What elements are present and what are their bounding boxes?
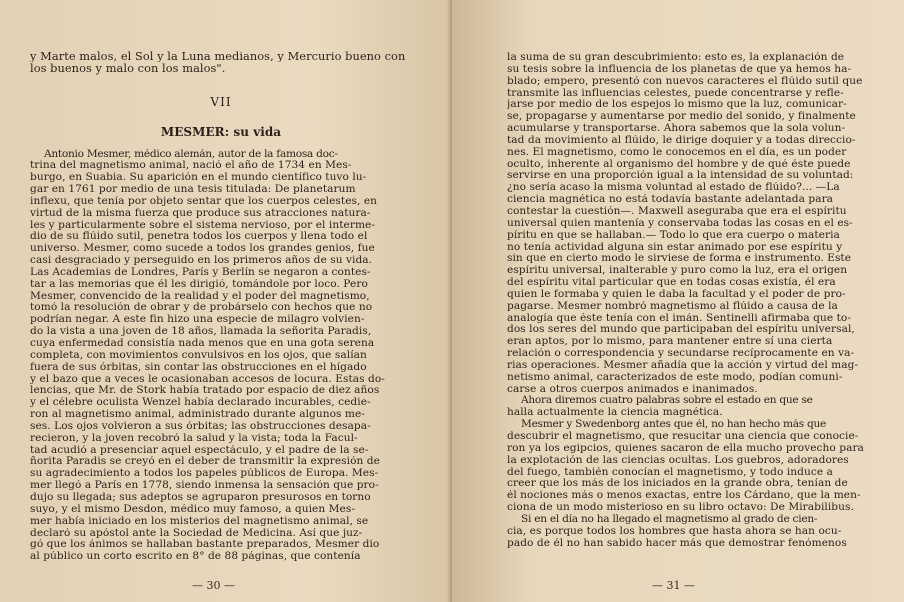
- text-line: ron ya los egipcios, quienes sacaron de ella mucho provecho para: [507, 442, 864, 454]
- section-title: MESMER: su vida: [160, 124, 282, 139]
- text-line: su tesis sobre la influencia de los planetas de que ya hemos ha-: [507, 63, 852, 75]
- text-line: ses. Los ojos volvieron a sus órbitas; las obstrucciones desapa-: [30, 420, 371, 432]
- text-line: se, propagarse y aumentarse por medio del sonido, y finalmente: [507, 111, 856, 123]
- text-line: píritu en que se hallaban.— Todo lo que era cuerpo o materia: [507, 229, 840, 241]
- text-line: Ahora diremos cuatro palabras sobre el estado en que se: [521, 395, 813, 407]
- text-line: dujo su llegada; sus adeptos se agruparon presurosos en torno: [30, 491, 371, 503]
- left-page-text: [30, 50, 412, 563]
- text-line: lencias, que Mr. de Stork había tratado por espacio de diez años: [30, 385, 380, 397]
- page-number-left: — 30 —: [192, 579, 235, 592]
- text-line: mer había iniciado en los misterios del magnetismo animal, se: [30, 515, 369, 527]
- text-line: ñorita Paradis se creyó en el deber de transmitir la expresión de: [30, 456, 380, 468]
- text-line: inflexu, que tenía por objeto sentar que los cuerpos celestes, en: [30, 195, 378, 207]
- text-line: universal quien mantenía y conservaba todas las cosas en el es-: [507, 217, 853, 229]
- text-line: relación o correspondencia y secundarse recíprocamente en va-: [507, 348, 855, 360]
- text-line: tad da movimiento al flúido, le dirige doquier y a todas direccio-: [507, 134, 856, 146]
- text-line: burgo, en Suabia. Su aparición en el mundo científico tuvo lu-: [30, 172, 367, 184]
- text-line: dos los seres del mundo que participaban del espíritu universal,: [507, 324, 855, 336]
- text-line: carse a otros cuerpos animados e inanimados.: [507, 383, 758, 395]
- text-line: él nociones más o menos exactas, entre los Cárdano, que la men-: [507, 490, 861, 502]
- intro-line: y Marte malos, el Sol y la Luna medianos, y Mercurio bueno con: [30, 50, 406, 63]
- right-page: [452, 0, 904, 602]
- text-line: halla actualmente la ciencia magnética.: [507, 407, 723, 419]
- text-line: nes. El magnetismo, como le conocemos en el día, es un poder: [507, 146, 847, 158]
- text-line: su agradecimiento a todos los papeles públicos de Europa. Mes-: [30, 468, 379, 480]
- text-line: podrían negar. A este fin hizo una especie de milagro volvien-: [30, 314, 365, 326]
- text-line: la suma de su gran descubrimiento: esto es, la explanación de: [507, 52, 845, 63]
- text-line: gar en 1761 por medio de una tesis titulada: De planetarum: [30, 184, 356, 196]
- text-line: pagarse. Mesmer nombró magnetismo al flúido a causa de la: [507, 300, 838, 312]
- text-line: y el célebre oculista Wenzel había declarado incurables, cedie-: [30, 397, 371, 409]
- text-line: blado; empero, presentó con nuevos caracteres el flúido sutil que: [507, 75, 863, 87]
- text-line: les y particularmente sobre el sistema nervioso, por el interme-: [30, 219, 375, 231]
- text-line: suyo, y el mismo Desdon, médico muy famoso, a quien Mes-: [30, 503, 355, 515]
- text-line: espíritu universal, inalterable y puro como la luz, era el origen: [507, 265, 848, 277]
- left-page-body: [30, 149, 412, 564]
- text-line: al público un corto escrito en 8° de 88 páginas, que contenía: [30, 551, 361, 563]
- text-line: y el bazo que a veces le ocasionaban accesos de locura. Estas do-: [30, 373, 385, 385]
- text-line: trina del magnetismo animal, nació el año de 1734 en Mes-: [30, 160, 352, 172]
- text-line: Mesmer y Swedenborg antes que él, no han hecho más que: [521, 419, 827, 431]
- text-line: la explotación de las ciencias ocultas. Los guebros, adoradores: [507, 454, 849, 466]
- text-line: virtud de la misma fuerza que produce sus atracciones natura-: [30, 207, 371, 219]
- text-line: tad acudió a presenciar aquel espectáculo, y el padre de la se-: [30, 444, 369, 456]
- text-line: del fuego, también conocían el magnetismo, y todo induce a: [507, 466, 833, 478]
- text-line: Las Academias de Londres, París y Berlín se negaron a contes-: [30, 266, 371, 278]
- text-line: del espíritu vital particular que en todas cosas existía, él era: [507, 277, 836, 289]
- text-line: oculto, inherente al organismo del hombre y de qué éste puede: [507, 158, 851, 170]
- text-line: tar a las memorias que él les dirigió, tomándole por loco. Pero: [30, 278, 368, 290]
- text-line: analogía que éste tenía con el imán. Sentinelli afirmaba que to-: [507, 312, 851, 324]
- text-line: sin que en cierto modo le sirviese de forma e instrumento. Este: [507, 253, 852, 265]
- text-line: pado de él no han sabido hacer más que demostrar fenómenos: [507, 537, 847, 549]
- text-line: mer llegó a París en 1778, siendo inmensa la sensación que pro-: [30, 480, 379, 492]
- text-line: dio de su flúido sutil, penetra todos los cuerpos y llena todo el: [30, 231, 368, 243]
- text-line: contestar la cuestión—. Maxwell aseguraba que era el espíritu: [507, 205, 847, 217]
- text-line: recieron, y la joven recobró la salud y la vista; toda la Facul-: [30, 432, 358, 444]
- text-line: ciona de un modo misterioso en su libro octavo: De Mirabilibus.: [507, 502, 854, 514]
- text-line: ciencia magnética no está todavía bastante adelantada para: [507, 194, 834, 206]
- text-line: ¿no sería acaso la misma voluntad al estado de flúido?... —La: [507, 182, 840, 194]
- text-line: cuya enfermedad consistía nada menos que en una gota serena: [30, 338, 375, 349]
- text-line: Mesmer, convencido de la realidad y el poder del magnetismo,: [30, 290, 370, 302]
- text-line: universo. Mesmer, como sucede a todos los grandes genios, fue: [30, 243, 375, 255]
- text-line: descubrir el magnetismo, que resucitar una ciencia que conocie-: [507, 431, 859, 442]
- page-number-right: — 31 —: [652, 579, 695, 592]
- text-line: netismo animal, caracterizados de este modo, podían comuni-: [507, 371, 843, 383]
- right-page-text: [507, 52, 878, 549]
- text-line: servirse en una proporción igual a la intensidad de su voluntad:: [507, 170, 854, 182]
- text-line: quien le formaba y quien le daba la facultad y el poder de pro-: [507, 288, 846, 300]
- text-line: Si en el día no ha llegado el magnetismo al grado de cien-: [521, 513, 818, 525]
- text-line: jarse por medio de los espejos lo mismo que la luz, comunicar-: [507, 99, 847, 111]
- text-line: casi desgraciado y perseguido en los primeros años de su vida.: [30, 255, 373, 267]
- text-line: fuera de sus órbitas, sin contar las obstrucciones en el hígado: [30, 361, 367, 373]
- text-line: transmite las influencias celestes, puede concentrarse y refle-: [507, 87, 844, 99]
- section-number: VII: [210, 94, 232, 109]
- text-line: rias operaciones. Mesmer añadía que la acción y virtud del mag-: [507, 359, 859, 371]
- text-line: gó que los ánimos se hallaban bastante preparados, Mesmer dio: [30, 539, 380, 551]
- text-line: tomó la resolución de obrar y de probárselo con hechos que no: [30, 302, 373, 314]
- text-line: completa, con movimientos convulsivos en los ojos, que salían: [30, 349, 367, 361]
- text-line: cia, es porque todos los hombres que hasta ahora se han ocu-: [507, 525, 842, 537]
- text-line: ron al magnetismo animal, administrado durante algunos me-: [30, 409, 365, 421]
- text-line: declaró su apóstol ante la Sociedad de Medicina. Así que juz-: [30, 527, 363, 539]
- text-line: Antonio Mesmer, médico alemán, autor de la famosa doc-: [44, 148, 338, 160]
- text-line: eran aptos, por lo mismo, para mantener entre sí una cierta: [507, 336, 833, 348]
- text-line: acumularse y transportarse. Ahora sabemos que la sola volun-: [507, 123, 846, 135]
- text-line: no tenía actividad alguna sin estar animado por ese espíritu y: [507, 241, 843, 253]
- intro-line: los buenos y malo con los malos".: [30, 62, 226, 75]
- text-line: do la vista a una joven de 18 años, llamada la señorita Paradis,: [30, 326, 372, 338]
- text-line: creer que los más de los iniciados en la grande obra, tenían de: [507, 478, 848, 490]
